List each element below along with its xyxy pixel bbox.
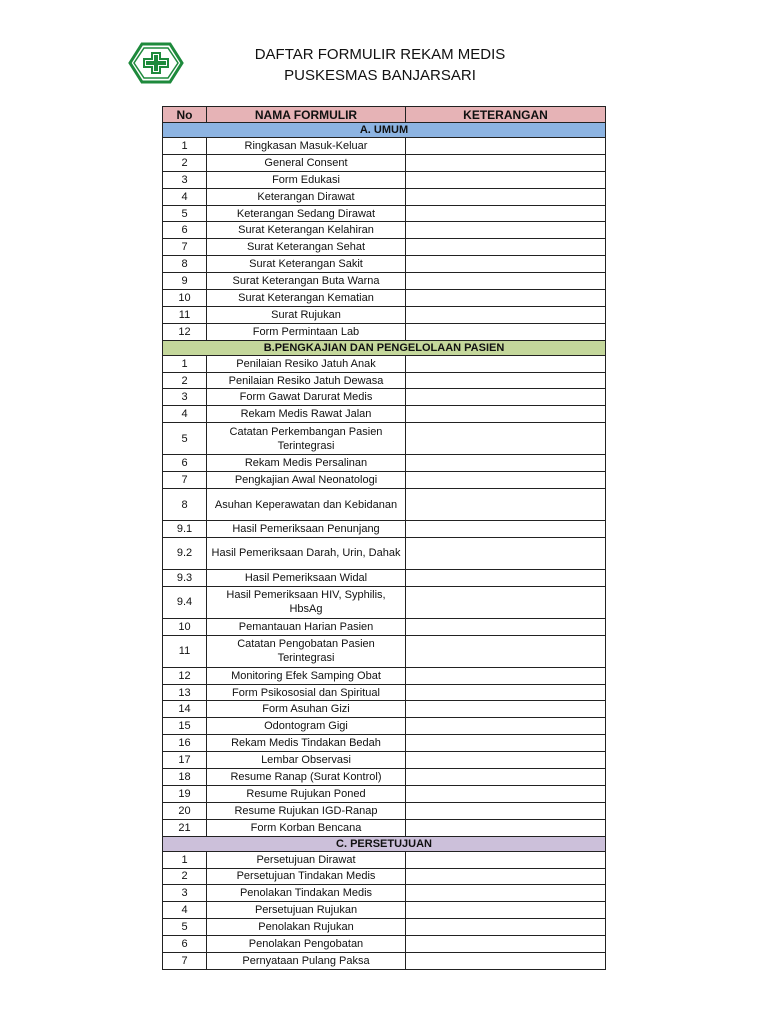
form-note [406, 684, 606, 701]
form-note [406, 455, 606, 472]
row-number: 6 [163, 222, 207, 239]
form-note [406, 851, 606, 868]
document-title: DAFTAR FORMULIR REKAM MEDIS [254, 46, 506, 63]
row-number: 12 [163, 667, 207, 684]
form-note [406, 290, 606, 307]
row-number: 10 [163, 618, 207, 635]
row-number: 16 [163, 735, 207, 752]
form-name: Form Gawat Darurat Medis [207, 389, 406, 406]
section-title: C. PERSETUJUAN [163, 836, 606, 851]
row-number: 4 [163, 188, 207, 205]
table-row [163, 769, 606, 786]
table-row [163, 667, 606, 684]
form-name: General Consent [207, 154, 406, 171]
form-note [406, 952, 606, 969]
form-name: Pemantauan Harian Pasien [207, 618, 406, 635]
row-number: 2 [163, 868, 207, 885]
form-name: Resume Rujukan Poned [207, 785, 406, 802]
row-number: 5 [163, 919, 207, 936]
row-number: 1 [163, 851, 207, 868]
form-name: Rekam Medis Rawat Jalan [207, 406, 406, 423]
form-name: Catatan Perkembangan Pasien Terintegrasi [207, 423, 406, 455]
section-title: A. UMUM [163, 123, 606, 138]
table-row [163, 389, 606, 406]
form-name: Hasil Pemeriksaan Penunjang [207, 521, 406, 538]
form-name: Hasil Pemeriksaan Darah, Urin, Dahak [207, 537, 406, 569]
table-row [163, 138, 606, 155]
form-note [406, 239, 606, 256]
table-row [163, 537, 606, 569]
table-row [163, 256, 606, 273]
form-name: Form Asuhan Gizi [207, 701, 406, 718]
table-row [163, 936, 606, 953]
row-number: 15 [163, 718, 207, 735]
form-name: Hasil Pemeriksaan HIV, Syphilis, HbsAg [207, 586, 406, 618]
table-row [163, 785, 606, 802]
row-number: 14 [163, 701, 207, 718]
form-name: Hasil Pemeriksaan Widal [207, 569, 406, 586]
row-number: 9.3 [163, 569, 207, 586]
form-note [406, 472, 606, 489]
form-note [406, 735, 606, 752]
form-note [406, 586, 606, 618]
form-name: Penolakan Tindakan Medis [207, 885, 406, 902]
table-row [163, 222, 606, 239]
form-note [406, 819, 606, 836]
table-row [163, 205, 606, 222]
form-note [406, 138, 606, 155]
form-note [406, 919, 606, 936]
row-number: 13 [163, 684, 207, 701]
form-name: Lembar Observasi [207, 752, 406, 769]
form-note [406, 188, 606, 205]
row-number: 3 [163, 885, 207, 902]
table-row [163, 290, 606, 307]
row-number: 9 [163, 273, 207, 290]
table-row [163, 306, 606, 323]
form-name: Surat Keterangan Kelahiran [207, 222, 406, 239]
form-note [406, 718, 606, 735]
row-number: 12 [163, 323, 207, 340]
table-row [163, 423, 606, 455]
table-row [163, 919, 606, 936]
section-title: B.PENGKAJIAN DAN PENGELOLAAN PASIEN [163, 340, 606, 355]
form-name: Catatan Pengobatan Pasien Terintegrasi [207, 635, 406, 667]
table-row [163, 885, 606, 902]
row-number: 3 [163, 171, 207, 188]
row-number: 9.1 [163, 521, 207, 538]
form-name: Form Permintaan Lab [207, 323, 406, 340]
table-row [163, 273, 606, 290]
row-number: 9.2 [163, 537, 207, 569]
table-row [163, 701, 606, 718]
column-header-notes: KETERANGAN [406, 107, 606, 123]
row-number: 2 [163, 154, 207, 171]
row-number: 17 [163, 752, 207, 769]
row-number: 6 [163, 455, 207, 472]
form-name: Surat Rujukan [207, 306, 406, 323]
form-name: Persetujuan Dirawat [207, 851, 406, 868]
table-row [163, 239, 606, 256]
column-header-no: No [163, 107, 207, 123]
form-name: Surat Keterangan Sehat [207, 239, 406, 256]
table-row [163, 684, 606, 701]
form-note [406, 537, 606, 569]
row-number: 4 [163, 902, 207, 919]
puskesmas-logo [128, 42, 184, 84]
form-note [406, 885, 606, 902]
table-row [163, 819, 606, 836]
table-row [163, 569, 606, 586]
form-note [406, 902, 606, 919]
form-note [406, 752, 606, 769]
row-number: 7 [163, 952, 207, 969]
form-note [406, 936, 606, 953]
table-row [163, 851, 606, 868]
row-number: 8 [163, 256, 207, 273]
form-name: Pengkajian Awal Neonatologi [207, 472, 406, 489]
table-row [163, 355, 606, 372]
document-subtitle: PUSKESMAS BANJARSARI [284, 67, 476, 84]
row-number: 18 [163, 769, 207, 786]
form-name: Form Edukasi [207, 171, 406, 188]
row-number: 5 [163, 423, 207, 455]
table-row [163, 455, 606, 472]
form-note [406, 802, 606, 819]
form-note [406, 306, 606, 323]
form-name: Form Korban Bencana [207, 819, 406, 836]
table-body [163, 123, 606, 970]
section-header-row [163, 836, 606, 851]
form-note [406, 769, 606, 786]
form-note [406, 423, 606, 455]
form-note [406, 406, 606, 423]
row-number: 5 [163, 205, 207, 222]
table-row [163, 952, 606, 969]
form-name: Penolakan Rujukan [207, 919, 406, 936]
table-header-row [163, 107, 606, 123]
form-name: Monitoring Efek Samping Obat [207, 667, 406, 684]
table-row [163, 472, 606, 489]
form-note [406, 154, 606, 171]
row-number: 8 [163, 489, 207, 521]
form-name: Keterangan Sedang Dirawat [207, 205, 406, 222]
row-number: 7 [163, 239, 207, 256]
row-number: 2 [163, 372, 207, 389]
column-header-form-name: NAMA FORMULIR [207, 107, 406, 123]
row-number: 10 [163, 290, 207, 307]
form-name: Resume Ranap (Surat Kontrol) [207, 769, 406, 786]
form-name: Resume Rujukan IGD-Ranap [207, 802, 406, 819]
row-number: 21 [163, 819, 207, 836]
form-name: Rekam Medis Persalinan [207, 455, 406, 472]
row-number: 1 [163, 355, 207, 372]
table-row [163, 902, 606, 919]
table-row [163, 618, 606, 635]
table-row [163, 521, 606, 538]
row-number: 6 [163, 936, 207, 953]
row-number: 1 [163, 138, 207, 155]
form-name: Penolakan Pengobatan [207, 936, 406, 953]
form-note [406, 521, 606, 538]
row-number: 19 [163, 785, 207, 802]
form-note [406, 323, 606, 340]
row-number: 9.4 [163, 586, 207, 618]
form-note [406, 205, 606, 222]
row-number: 11 [163, 635, 207, 667]
row-number: 3 [163, 389, 207, 406]
table-row [163, 406, 606, 423]
table-row [163, 718, 606, 735]
section-header-row [163, 340, 606, 355]
puskesmas-logo-icon [128, 42, 184, 84]
form-name: Surat Keterangan Kematian [207, 290, 406, 307]
form-note [406, 372, 606, 389]
table-row [163, 802, 606, 819]
form-note [406, 273, 606, 290]
form-note [406, 635, 606, 667]
table-row [163, 154, 606, 171]
table-row [163, 372, 606, 389]
form-note [406, 222, 606, 239]
form-name: Asuhan Keperawatan dan Kebidanan [207, 489, 406, 521]
row-number: 20 [163, 802, 207, 819]
row-number: 11 [163, 306, 207, 323]
form-name: Ringkasan Masuk-Keluar [207, 138, 406, 155]
section-header-row [163, 123, 606, 138]
table-row [163, 323, 606, 340]
form-note [406, 355, 606, 372]
form-note [406, 868, 606, 885]
form-note [406, 489, 606, 521]
form-name: Surat Keterangan Buta Warna [207, 273, 406, 290]
form-name: Rekam Medis Tindakan Bedah [207, 735, 406, 752]
form-name: Surat Keterangan Sakit [207, 256, 406, 273]
form-name: Penilaian Resiko Jatuh Anak [207, 355, 406, 372]
form-name: Pernyataan Pulang Paksa [207, 952, 406, 969]
form-note [406, 785, 606, 802]
table-row [163, 735, 606, 752]
table-row [163, 171, 606, 188]
table-row [163, 489, 606, 521]
form-note [406, 618, 606, 635]
form-note [406, 171, 606, 188]
form-note [406, 569, 606, 586]
row-number: 7 [163, 472, 207, 489]
table-row [163, 188, 606, 205]
form-name: Odontogram Gigi [207, 718, 406, 735]
row-number: 4 [163, 406, 207, 423]
form-note [406, 701, 606, 718]
form-name: Persetujuan Rujukan [207, 902, 406, 919]
form-note [406, 389, 606, 406]
form-name: Penilaian Resiko Jatuh Dewasa [207, 372, 406, 389]
table-row [163, 635, 606, 667]
table-row [163, 586, 606, 618]
table-row [163, 752, 606, 769]
form-name: Keterangan Dirawat [207, 188, 406, 205]
table-row [163, 868, 606, 885]
form-name: Form Psikososial dan Spiritual [207, 684, 406, 701]
form-name: Persetujuan Tindakan Medis [207, 868, 406, 885]
form-note [406, 667, 606, 684]
form-note [406, 256, 606, 273]
form-list-table [162, 106, 606, 970]
